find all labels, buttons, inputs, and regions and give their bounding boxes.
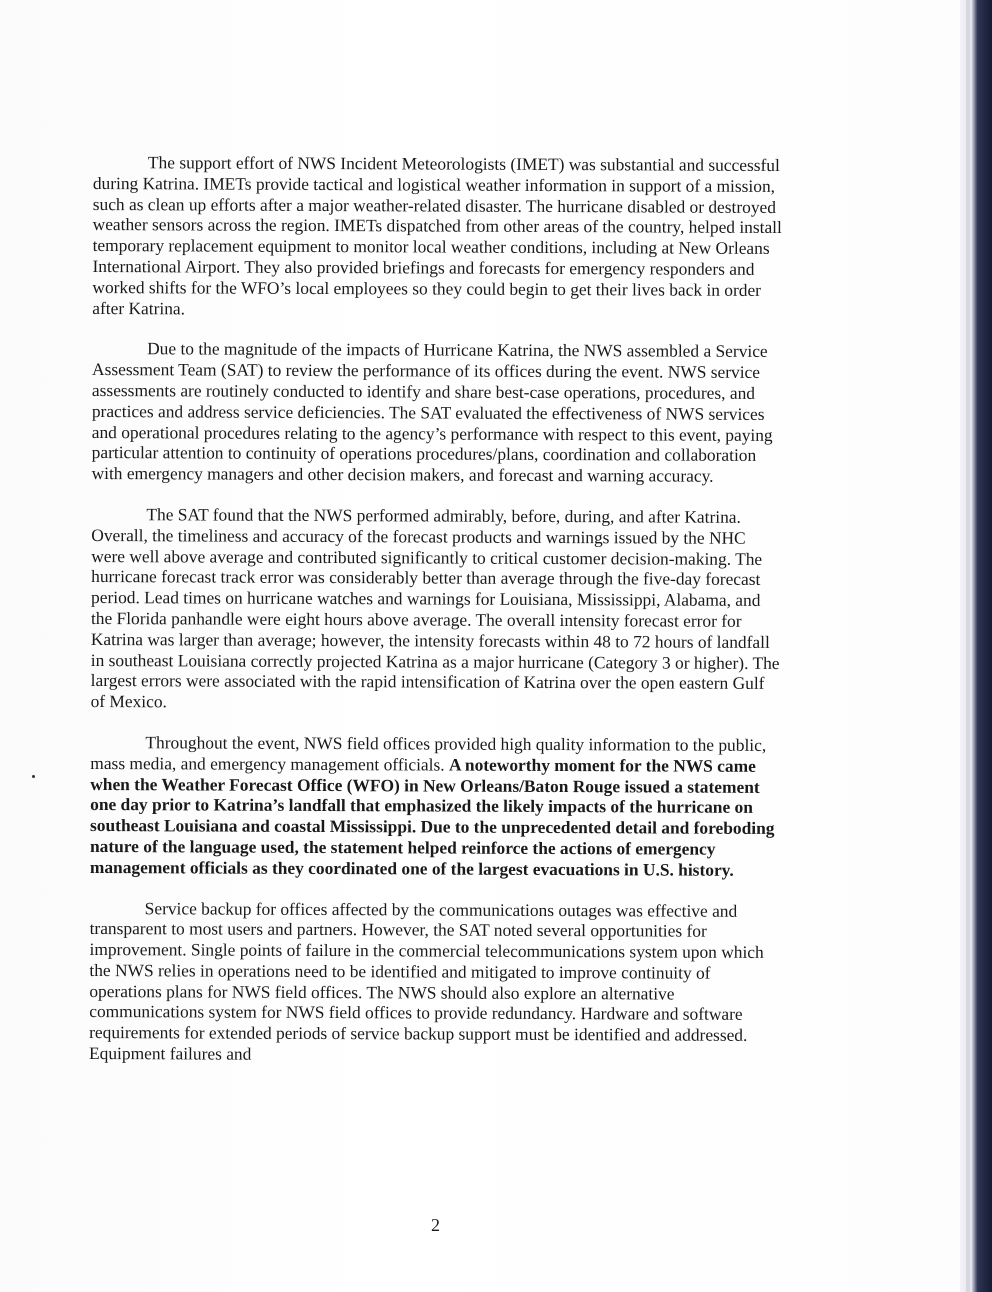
- paragraph-sat-findings: [91, 504, 782, 715]
- paragraph-field-offices: [90, 732, 781, 881]
- paragraph-bold-text: A noteworthy moment for the NWS came when the Weather Forecast Office (WFO) in New Orleans/Baton Rouge issued a statement one day prior to Katrina’s landfall that emphasized the likely impacts of the hurricane on southeast Louisiana and coastal Mississippi. Due to the unprecedented detail and foreboding nature of the language used, the statement helped reinforce the actions of emergency management officials as they coordinated one of the largest evacuations in U.S. history.: [89, 754, 775, 880]
- paragraph-service-backup: [89, 897, 780, 1066]
- paragraph-imet: [92, 152, 783, 321]
- paragraph-text: The SAT found that the NWS performed admirably, before, during, and after Katrina. Overall, the timeliness and accuracy of the forecast products and warnings issued by the NHC were well above average and contributed significantly to critical customer decision-making. The hurricane forecast track error was considerably better than average through the five-day forecast period. Lead times on hurricane watches and warnings for Louisiana, Mississippi, Alabama, and the Florida panhandle were eight hours above average. The overall intensity forecast error for Katrina was larger than average; however, the intensity forecasts within 48 to 72 hours of landfall in southeast Louisiana correctly projected Katrina as a major hurricane (Category 3 or higher). The largest errors were associated with the rapid intensification of Katrina over the open eastern Gulf of Mexico.: [90, 504, 780, 712]
- paragraph-text: The support effort of NWS Incident Meteorologists (IMET) was substantial and successful during Katrina. IMETs provide tactical and logistical weather information in support of a mission, such as clean up efforts after a major weather-related disaster. The hurricane disabled or destroyed weather sensors across the region. IMETs dispatched from other areas of the country, helped install temporary replacement equipment to monitor local weather conditions, including at New Orleans International Airport. They also provided briefings and forecasts for emergency responders and worked shifts for the WFO’s local employees so they could begin to get their lives back in order after Katrina.: [92, 152, 782, 318]
- scan-speck: [32, 775, 35, 778]
- paragraph-text: Service backup for offices affected by the communications outages was effective and transparent to most users and partners. However, the SAT noted several opportunities for improvement. Single points of failure in the commercial telecommunications system upon which the NWS relies in operations need to be identified and mitigated to improve continuity of operations plans for NWS field offices. The NWS should also explore an alternative communications system for NWS field offices to provide redundancy. Hardware and software requirements for extended periods of service backup support must be identified and addressed. Equipment failures and: [89, 897, 764, 1064]
- page-number: 2: [431, 1215, 440, 1235]
- paper-edge: [966, 0, 970, 1292]
- paragraph-sat-assembled: [92, 338, 783, 487]
- scan-binding-edge: [960, 0, 992, 1292]
- paragraph-text: Due to the magnitude of the impacts of Hurricane Katrina, the NWS assembled a Service Assessment Team (SAT) to review the performance of its offices during the event. NWS service assessments are routinely conducted to identify and share best-case operations, procedures, and practices and address service deficiencies. The SAT evaluated the effectiveness of NWS services and operational procedures relating to the agency’s performance with respect to this event, paying particular attention to continuity of operations procedures/plans, coordination and collaboration with emergency managers and other decision makers, and forecast and warning accuracy.: [91, 338, 773, 486]
- body-text: [89, 152, 783, 1087]
- paragraph-text: Throughout the event, NWS field offices provided high quality information to the public, mass media, and emergency management officials.: [90, 732, 767, 775]
